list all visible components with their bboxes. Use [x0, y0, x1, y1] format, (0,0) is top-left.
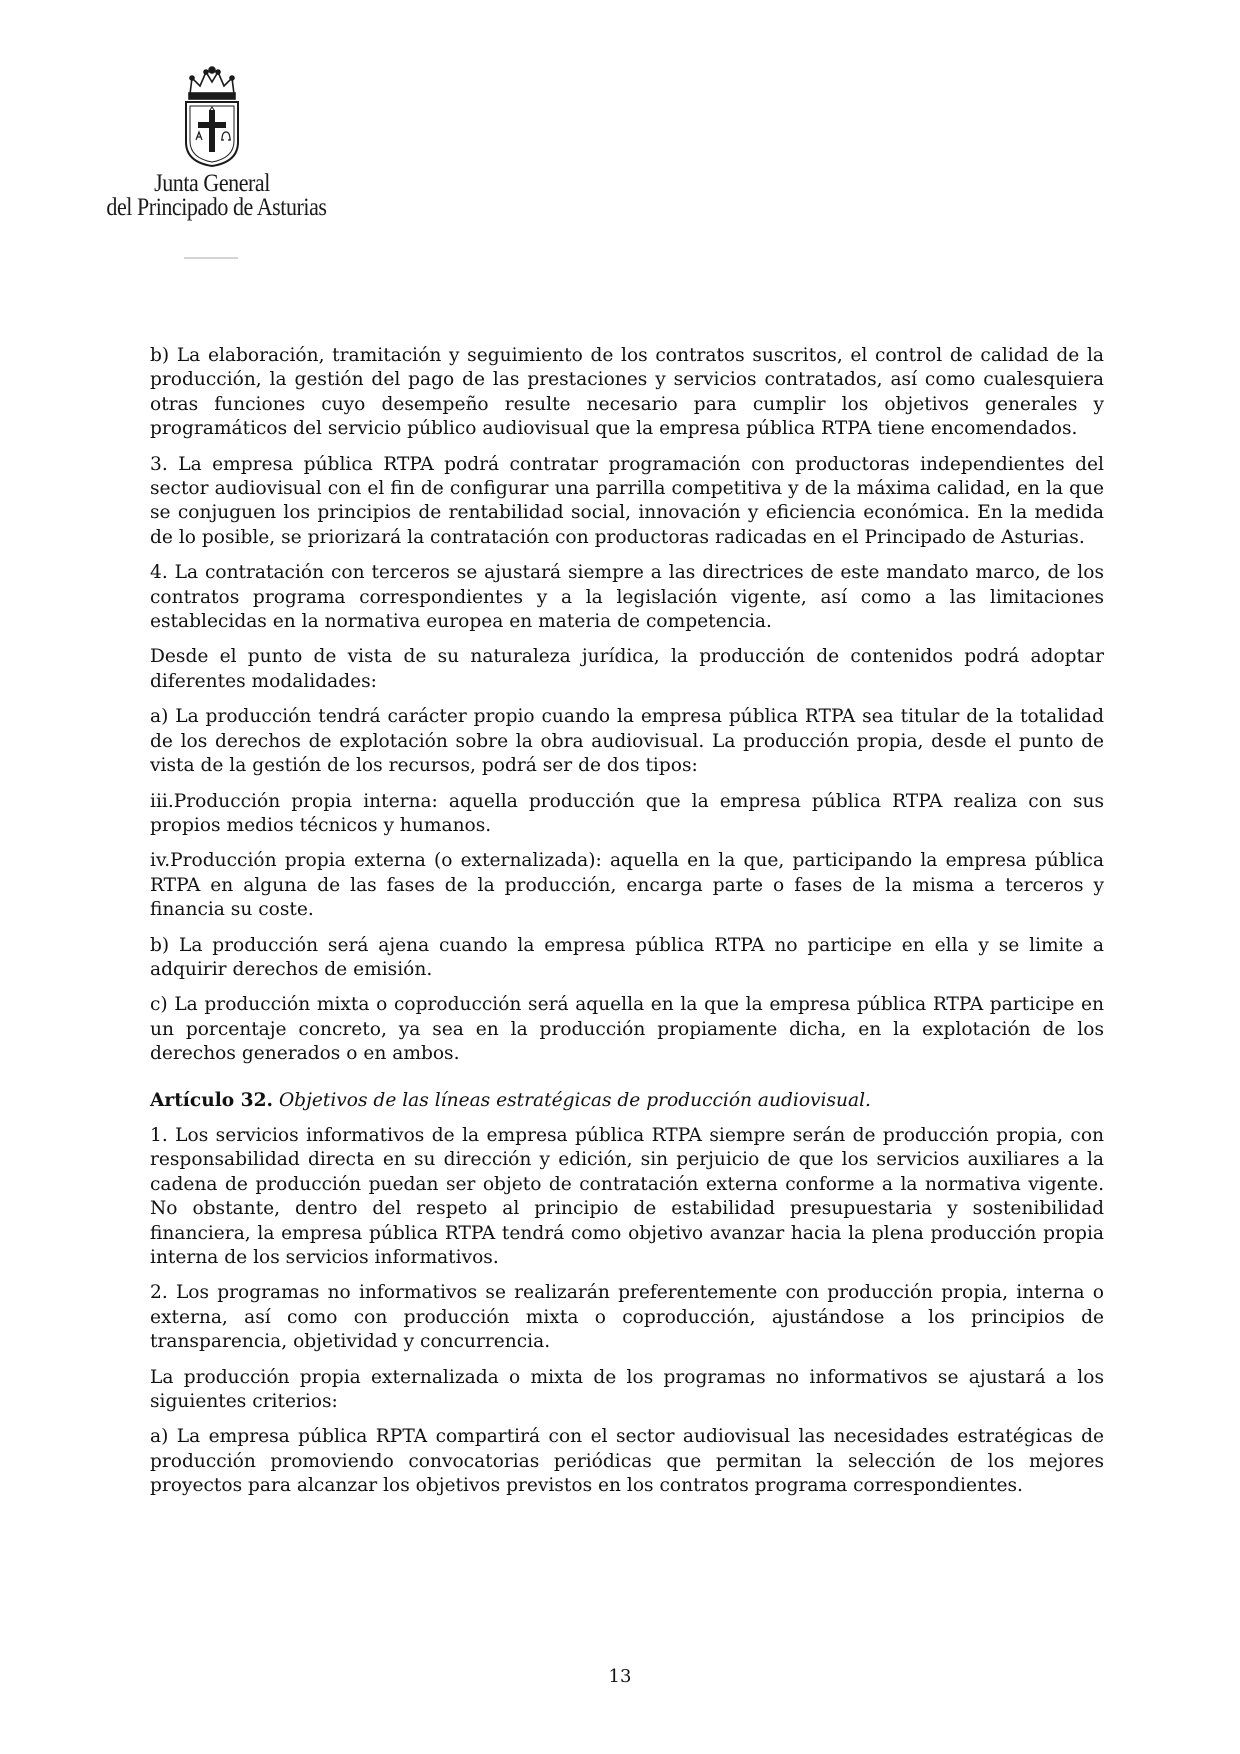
paragraph: 3. La empresa pública RTPA podrá contratar programación con productoras independientes del sector audiovisual con el fin de configurar una parrilla competitiva y de la máxima calidad, en la que se conjuguen los principios de rentabilidad social, innovación y eficiencia económica. En la medida de lo posible, se priorizará la contratación con productoras radicadas en el Principado de Asturias. — [150, 453, 1104, 548]
paragraph: c) La producción mixta o coproducción será aquella en la que la empresa pública RTPA participe en un porcentaje concreto, ya sea en la producción propiamente dicha, en la explotación de los derechos generados o en ambos. — [150, 994, 1104, 1065]
page-number: 13 — [608, 1666, 632, 1687]
paragraph: a) La empresa pública RPTA compartirá con el sector audiovisual las necesidades estratégicas de producción promoviendo convocatorias periódicas que permitan la selección de los mejores proyectos para alcanzar los objetivos previstos en los contratos programa correspondientes. — [150, 1426, 1104, 1497]
institution-logo — [92, 64, 332, 264]
paragraph: 2. Los programas no informativos se realizarán preferentemente con producción propia, interna o externa, así como con producción mixta o coproducción, ajustándose a los principios de transparencia, objetividad y concurrencia. — [150, 1282, 1104, 1353]
paragraph: La producción propia externalizada o mixta de los programas no informativos se ajustará a los siguientes criterios: — [150, 1366, 1104, 1413]
coat-of-arms-icon — [180, 64, 244, 168]
institution-name — [106, 170, 327, 221]
article-title: Objetivos de las líneas estratégicas de producción audiovisual. — [278, 1089, 871, 1111]
institution-name-line1: Junta General — [154, 170, 270, 197]
logo-divider — [184, 257, 238, 259]
paragraph: 1. Los servicios informativos de la empresa pública RTPA siempre serán de producción propia, con responsabilidad directa en su dirección y edición, sin perjuicio de que los servicios auxiliares a la cadena de producción puedan ser objeto de contratación externa conforme a la normativa vigente. No obstante, dentro del respeto al principio de estabilidad presupuestaria y sostenibilidad financiera, la empresa pública RTPA tendrá como objetivo avanzar hacia la plena producción propia interna de los servicios informativos. — [150, 1124, 1104, 1268]
document-body — [150, 344, 1104, 1510]
article-number: Artículo 32. — [150, 1089, 274, 1111]
paragraph: b) La producción será ajena cuando la empresa pública RTPA no participe en ella y se limite a adquirir derechos de emisión. — [150, 934, 1104, 980]
article-heading — [150, 1089, 1104, 1113]
paragraph: iv.Producción propia externa (o externalizada): aquella en la que, participando la empresa pública RTPA en alguna de las fases de la producción, encarga parte o fases de la misma a terceros y financia su coste. — [150, 850, 1104, 921]
paragraph: b) La elaboración, tramitación y seguimiento de los contratos suscritos, el control de calidad de la producción, la gestión del pago de las prestaciones y servicios contratados, así como cualesquiera otras funciones cuyo desempeño resulte necesario para cumplir los objetivos generales y programáticos del servicio público audiovisual que la empresa pública RTPA tiene encomendados. — [150, 345, 1104, 440]
institution-name-line2: del Principado de Asturias — [106, 194, 327, 221]
paragraph: iii.Producción propia interna: aquella producción que la empresa pública RTPA realiza con sus propios medios técnicos y humanos. — [150, 790, 1104, 836]
paragraph: Desde el punto de vista de su naturaleza jurídica, la producción de contenidos podrá adoptar diferentes modalidades: — [150, 646, 1104, 692]
paragraph: a) La producción tendrá carácter propio cuando la empresa pública RTPA sea titular de la totalidad de los derechos de explotación sobre la obra audiovisual. La producción propia, desde el punto de vista de la gestión de los recursos, podrá ser de dos tipos: — [150, 706, 1104, 777]
paragraph: 4. La contratación con terceros se ajustará siempre a las directrices de este mandato marco, de los contratos programa correspondientes y a la legislación vigente, así como a las limitaciones establecidas en la normativa europea en materia de competencia. — [150, 562, 1104, 633]
